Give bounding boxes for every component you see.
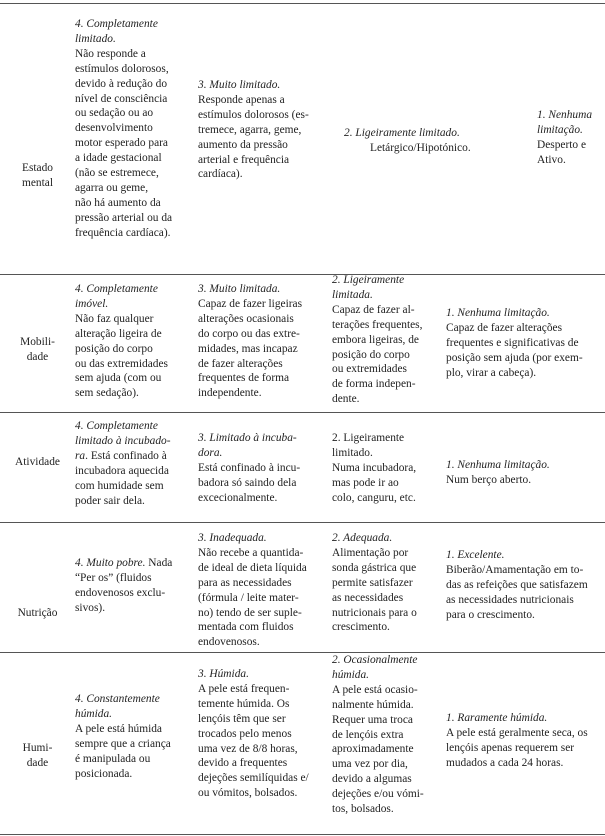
cell-mobilidade-score-2 — [332, 273, 434, 407]
row-divider — [0, 274, 605, 275]
score-heading: 4. Constantemente húmida. — [75, 693, 160, 720]
cell-humidade-score-3 — [198, 667, 320, 801]
cell-atividade-score-3 — [198, 431, 320, 506]
score-description: Responde apenas a estímulos dolorosos (es- tremece, agarra, geme, aumento da pressão arterial e frequência cardíaca). — [198, 93, 309, 181]
cell-nutricao-score-4: 4. Muito pobre. Nada “Per os” (fluidos endovenosos exclu- sivos). — [75, 556, 185, 616]
score-heading: 4. Completamente imóvel. — [75, 283, 158, 310]
score-heading: 2. Ocasionalmente húmida. — [332, 654, 418, 681]
table-top-border — [0, 3, 605, 4]
score-heading: 1. Nenhuma limitação. — [446, 307, 550, 319]
cell-estado-mental-score-4 — [75, 17, 185, 241]
score-heading: 4. Completamente limitado à incubado- — [75, 420, 171, 447]
score-heading: 1. Nenhuma limitação. — [446, 459, 550, 471]
cell-mobilidade-score-1 — [446, 306, 604, 381]
score-description: Capaz de fazer al- terações frequentes, embora ligeiras, de posição do corpo ou extremidades de forma indepen- dente. — [332, 303, 423, 406]
score-description: Alimentação por sonda gástrica que permite satisfazer as necessidades nutricionais para o crescimento. — [332, 546, 417, 634]
row-label-estado-mental: Estado mental — [21, 162, 53, 189]
score-heading: 2. Adequada. — [332, 532, 393, 544]
score-description: ra. Está confinado à incubadora aquecida com humidade sem poder sair dela. — [75, 449, 169, 507]
score-description: Desperto e Ativo. — [537, 138, 587, 166]
score-description: Letárgico/Hipotónico. — [370, 141, 471, 154]
score-heading: 1. Excelente. — [446, 549, 505, 561]
score-heading: 3. Limitado à incuba- dora. — [198, 432, 297, 459]
score-description: Capaz de fazer alterações frequentes e significativas de posição sem ajuda (por exem- plo, virar a cabeça). — [446, 321, 583, 379]
score-heading: 4. Completamente limitado. — [75, 18, 158, 45]
cell-humidade-score-1 — [446, 711, 604, 771]
table-bottom-border — [0, 834, 605, 835]
cell-estado-mental-score-1 — [537, 108, 603, 168]
score-description: Num berço aberto. — [446, 473, 532, 486]
row-label-mobilidade: Mobili- dade — [20, 336, 55, 363]
score-heading: 1. Nenhuma limitação. — [537, 109, 593, 136]
score-description: Capaz de fazer ligeiras alterações ocasionais do corpo ou das extre- midades, mas incapaz de fazer alterações frequentes de forma independente. — [198, 297, 303, 400]
cell-nutricao-score-3 — [198, 531, 320, 650]
score-description: Não responde a estímulos dolorosos, devido à redução do nível de consciência ou sedação ou ao desenvolvimento motor esperado para a idade gestacional (não se estremece, agarra ou geme, não há aumento da pressão arterial ou da frequência cardíaca). — [75, 47, 173, 239]
score-description: A pele está frequen- temente húmida. Os lençóis têm que ser trocados pelo menos uma vez de 8/8 horas, devido a frequentes dejeções semilíquidas e/ ou vómitos, bolsados. — [198, 682, 309, 800]
row-divider — [0, 522, 605, 523]
score-description: A pele está ocasio- nalmente húmida. Requer uma troca de lençóis extra aproximadamente uma vez por dia, devido a algumas dejeções e/ou vómi- tos, bolsados. — [332, 683, 424, 816]
score-description: A pele está húmida sempre que a criança é manipulada ou posicionada. — [75, 722, 171, 780]
row-label-humidade: Humi- dade — [22, 742, 53, 769]
cell-atividade-score-4 — [75, 419, 185, 508]
score-heading: 1. Raramente húmida. — [446, 712, 548, 724]
cell-estado-mental-score-3 — [198, 78, 320, 182]
score-heading: 3. Inadequada. — [198, 532, 267, 544]
cell-atividade-score-1 — [446, 458, 604, 488]
score-heading: 3. Muito limitada. — [198, 283, 281, 295]
cell-estado-mental-score-2 — [344, 126, 494, 156]
cell-nutricao-score-2 — [332, 531, 434, 635]
cell-atividade-score-2 — [332, 431, 434, 506]
cell-humidade-score-2 — [332, 653, 434, 817]
row-label-nutricao: Nutrição — [17, 607, 58, 619]
score-description: Biberão/Amamentação em to- das as refeições que satisfazem as necessidades nutricionais para o crescimento. — [446, 563, 588, 621]
cell-humidade-score-4 — [75, 692, 185, 781]
score-description: 2. Ligeiramente limitado. Numa incubadora, mas pode ir ao colo, canguru, etc. — [332, 432, 417, 504]
row-label-atividade: Atividade — [15, 456, 60, 468]
row-divider — [0, 412, 605, 413]
cell-mobilidade-score-4 — [75, 282, 185, 401]
cell-mobilidade-score-3 — [198, 282, 320, 401]
score-description: Está confinado à incu- badora só saindo dela excecionalmente. — [198, 461, 301, 504]
score-description: Não recebe a quantida- de ideal de dieta líquida para as necessidades (fórmula / leite mater- no) tendo de ser suple- mentada com fluidos endovenosos. — [198, 546, 307, 649]
score-description: Não faz qualquer alteração ligeira de posição do corpo ou das extremidades sem ajuda (com ou sem sedação). — [75, 312, 168, 400]
score-description: “Per os” (fluidos endovenosos exclu- sivos). — [75, 571, 166, 614]
row-divider — [0, 652, 605, 653]
score-heading: 3. Húmida. — [198, 668, 249, 680]
score-heading: 3. Muito limitado. — [198, 79, 281, 91]
cell-nutricao-score-1 — [446, 548, 604, 623]
score-heading: 2. Ligeiramente limitado. — [344, 127, 460, 139]
score-description: A pele está geralmente seca, os lençóis apenas requerem ser mudados a cada 24 horas. — [446, 726, 588, 769]
score-heading: 2. Ligeiramente limitada. — [332, 274, 405, 301]
